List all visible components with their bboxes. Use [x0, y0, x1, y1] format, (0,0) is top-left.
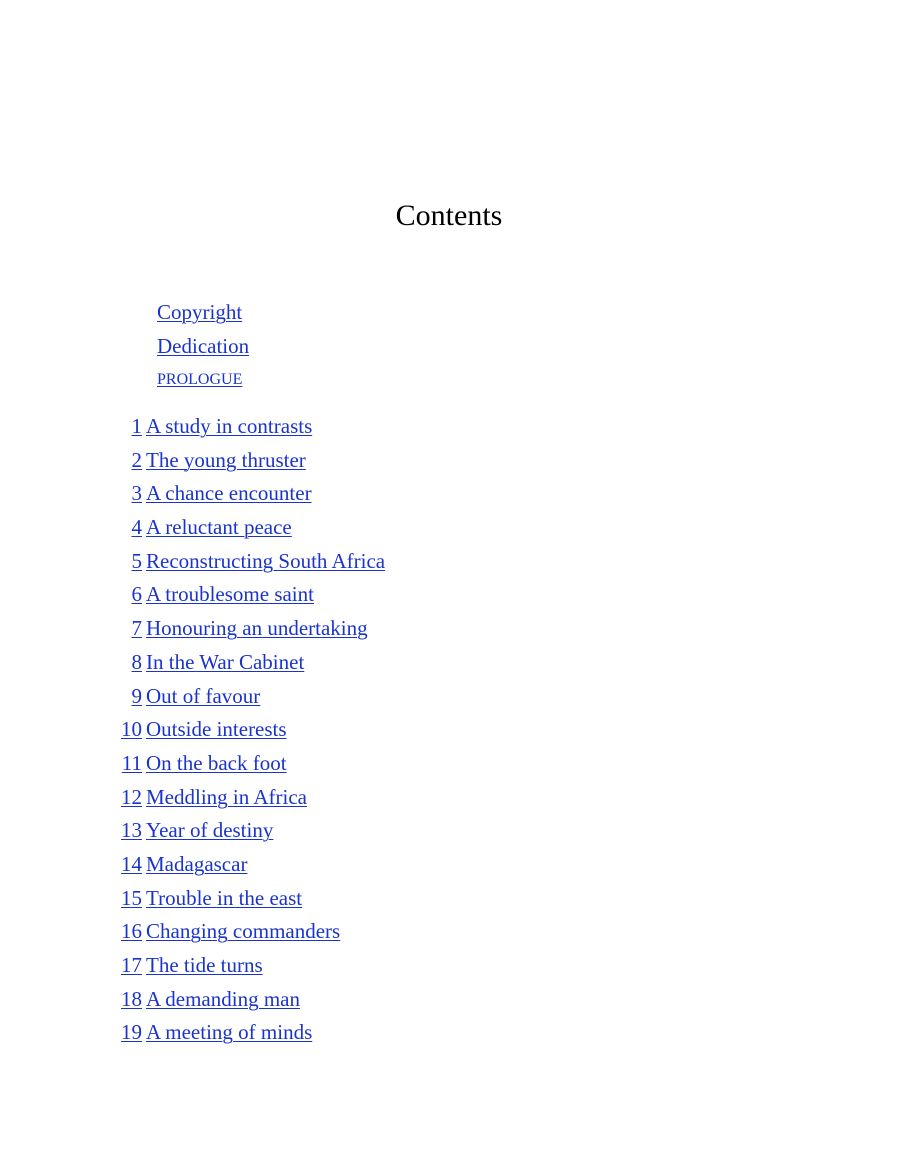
chapter-title-link[interactable]: A meeting of minds [146, 1020, 313, 1045]
front-matter-list [157, 295, 249, 397]
chapter-number-link[interactable]: 17 [121, 953, 142, 977]
chapter-title-link[interactable]: A study in contrasts [146, 414, 313, 438]
chapter-number-link[interactable]: 5 [131, 548, 142, 573]
chapter-title-link[interactable]: Reconstructing South Africa [146, 548, 386, 573]
chapter-list [0, 410, 385, 1050]
chapter-entry [0, 477, 385, 511]
copyright-link[interactable]: Copyright [157, 300, 243, 324]
chapter-entry [0, 545, 385, 579]
chapter-title-link[interactable]: Trouble in the east [146, 885, 303, 910]
front-matter-item [157, 329, 249, 363]
chapter-entry [0, 882, 385, 916]
chapter-entry [0, 949, 385, 983]
chapter-number-link[interactable]: 2 [131, 447, 142, 472]
chapter-number-link[interactable]: 7 [131, 616, 142, 641]
chapter-title-link[interactable]: The tide turns [146, 953, 263, 977]
chapter-number-link[interactable]: 12 [121, 784, 142, 809]
chapter-title-link[interactable]: Madagascar [146, 851, 248, 876]
page-title: Contents [395, 199, 503, 232]
chapter-title-link[interactable]: A chance encounter [146, 481, 312, 506]
chapter-number-link[interactable]: 15 [121, 885, 142, 910]
chapter-entry [0, 983, 385, 1017]
prologue-link[interactable]: PROLOGUE [157, 371, 243, 388]
chapter-title-link[interactable]: The young thruster [146, 447, 306, 472]
chapter-number-link[interactable]: 3 [131, 481, 142, 506]
chapter-entry [0, 915, 385, 949]
chapter-title-link[interactable]: Out of favour [146, 683, 261, 708]
chapter-number-link[interactable]: 8 [131, 649, 142, 674]
front-matter-item [157, 295, 249, 329]
chapter-entry [0, 646, 385, 680]
chapter-title-link[interactable]: In the War Cabinet [146, 649, 305, 674]
chapter-entry [0, 578, 385, 612]
chapter-title-link[interactable]: Outside interests [146, 717, 287, 742]
chapter-title-link[interactable]: Meddling in Africa [146, 784, 307, 809]
chapter-number-link[interactable]: 14 [121, 851, 142, 876]
chapter-number-link[interactable]: 1 [131, 414, 142, 438]
chapter-title-link[interactable]: Honouring an undertaking [146, 616, 368, 641]
chapter-entry [0, 848, 385, 882]
chapter-number-link[interactable]: 19 [121, 1020, 142, 1045]
chapter-number-link[interactable]: 13 [121, 818, 142, 843]
chapter-number-link[interactable]: 18 [121, 986, 142, 1011]
chapter-entry [0, 747, 385, 781]
chapter-number-link[interactable]: 4 [131, 515, 142, 540]
chapter-entry [0, 814, 385, 848]
chapter-number-link[interactable]: 9 [131, 683, 142, 708]
chapter-number-link[interactable]: 11 [121, 750, 142, 775]
chapter-title-link[interactable]: A demanding man [146, 986, 300, 1011]
chapter-title-link[interactable]: Changing commanders [146, 919, 341, 944]
chapter-entry [0, 1016, 385, 1050]
chapter-title-link[interactable]: On the back foot [146, 750, 287, 775]
front-matter-item [157, 363, 249, 397]
dedication-link[interactable]: Dedication [157, 334, 250, 358]
chapter-title-link[interactable]: A troublesome saint [146, 582, 314, 607]
chapter-number-link[interactable]: 10 [121, 717, 142, 742]
chapter-title-link[interactable]: Year of destiny [146, 818, 274, 843]
chapter-number-link[interactable]: 6 [131, 582, 142, 607]
chapter-number-link[interactable]: 16 [121, 919, 142, 944]
chapter-entry [0, 511, 385, 545]
chapter-title-link[interactable]: A reluctant peace [146, 515, 292, 540]
chapter-entry [0, 444, 385, 478]
chapter-entry [0, 781, 385, 815]
chapter-entry [0, 410, 385, 444]
chapter-entry [0, 713, 385, 747]
chapter-entry [0, 612, 385, 646]
chapter-entry [0, 680, 385, 714]
